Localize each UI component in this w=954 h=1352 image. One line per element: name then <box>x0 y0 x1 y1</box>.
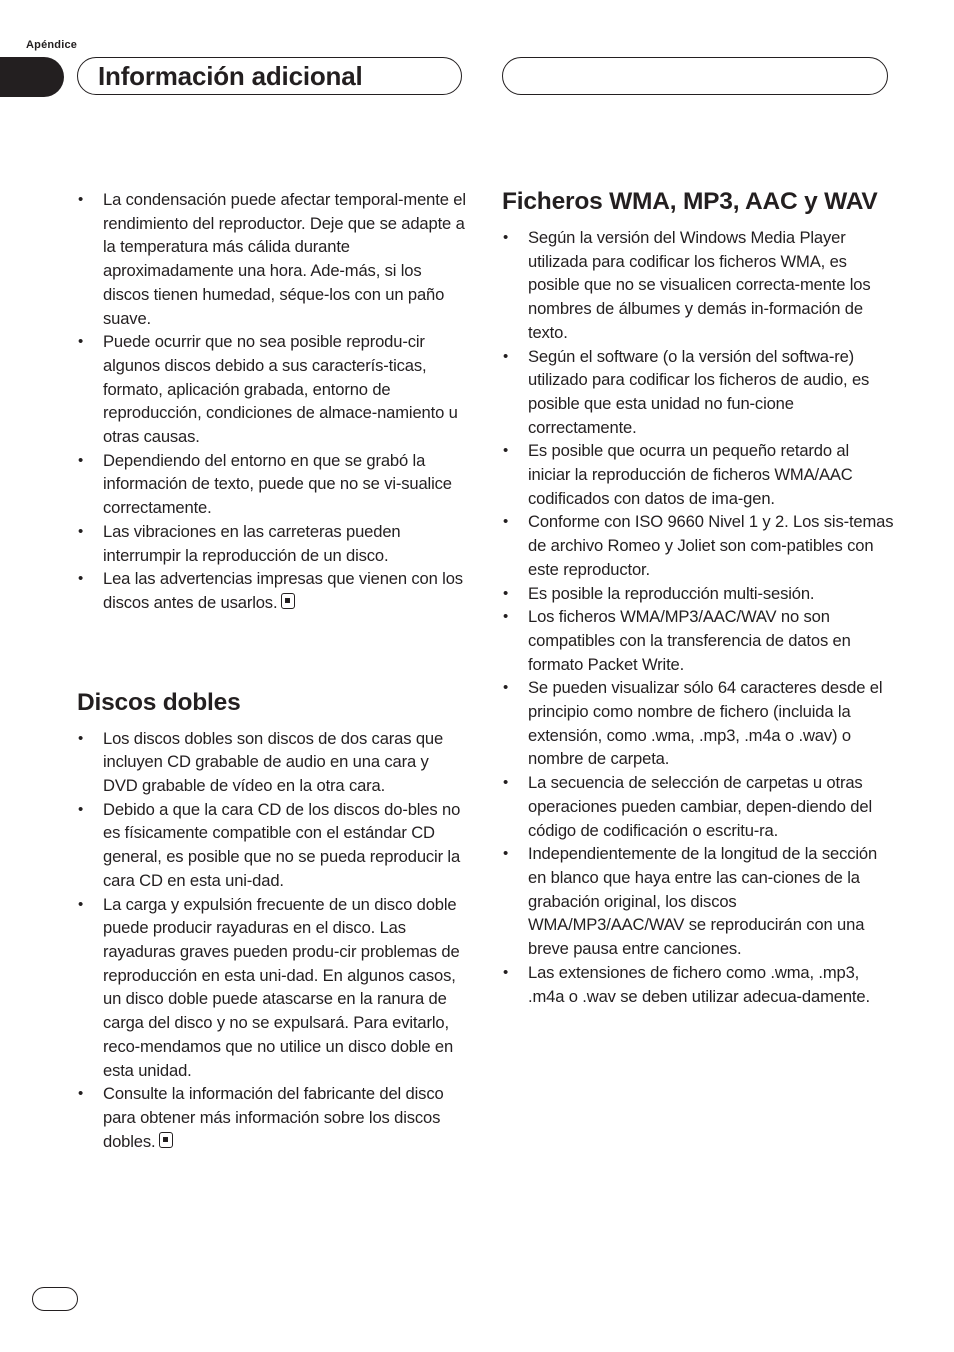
list-item: • Las extensiones de fichero como .wma, .mp3, .m4a o .wav se deben utilizar adecua-damente. <box>503 962 870 1006</box>
list-item: • Debido a que la cara CD de los discos do-bles no es físicamente compatible con el estándar CD general, es posible que no se pueda reproducir la cara CD en esta uni-dad. <box>78 799 461 890</box>
bullet-icon: • <box>503 679 509 697</box>
bullet-icon: • <box>78 191 84 208</box>
intro-list <box>77 188 467 615</box>
chapter-title: Información adicional <box>98 60 363 91</box>
bullet-icon: • <box>503 513 509 531</box>
bullet-icon: • <box>503 774 509 792</box>
discos-dobles-list <box>77 727 467 1154</box>
bullet-icon: • <box>78 1085 84 1103</box>
list-item: • Las vibraciones en las carreteras pueden interrumpir la reproducción de un disco. <box>78 521 401 565</box>
list-item: • Dependiendo del entorno en que se grabó la información de texto, puede que no se vi-sualice correctamente. <box>78 450 452 518</box>
list-item: • Consulte la información del fabricante del disco para obtener más información sobre los discos dobles. <box>78 1084 444 1151</box>
list-item: • La carga y expulsión frecuente de un disco doble puede producir rayaduras en el disco. Las rayaduras graves pueden produ-cir problemas de reproducción en esta uni-dad. En algunos casos, un disco doble puede atascarse en la ranura de carga del disco y no se expulsará. Para evitarlo, reco-mendamos que no utilice un disco doble en esta unidad. <box>78 894 460 1080</box>
bullet-icon: • <box>503 229 509 246</box>
list-item: • Independientemente de la longitud de la sección en blanco que haya entre las can-ciones de la grabación original, los discos WMA/MP3/AAC/WAV se reproducirán con una breve pausa entre canciones. <box>503 844 878 959</box>
list-item: • Se pueden visualizar sólo 64 caracteres desde el principio como nombre de fichero (incluida la extensión, como .wma, .mp3, .m4a o .wav) o nombre de carpeta. <box>503 678 883 769</box>
list-item: • Conforme con ISO 9660 Nivel 1 y 2. Los sis-temas de archivo Romeo y Joliet son com-patibles con este reproductor. <box>503 512 894 579</box>
discos-dobles-heading: Discos dobles <box>77 688 241 716</box>
bullet-icon: • <box>78 333 84 351</box>
list-item: • Los ficheros WMA/MP3/AAC/WAV no son compatibles con la transferencia de datos en formato Packet Write. <box>503 607 851 674</box>
list-item: • Lea las advertencias impresas que vienen con los discos antes de usarlos. <box>78 569 463 612</box>
bullet-icon: • <box>503 442 509 460</box>
bullet-icon: • <box>503 963 509 981</box>
bullet-icon: • <box>503 845 509 863</box>
list-item: • Es posible la reproducción multi-sesión. <box>502 582 894 606</box>
bullet-icon: • <box>78 729 84 747</box>
list-item: • Es posible que ocurra un pequeño retardo al iniciar la reproducción de ficheros WMA/AAC codificados con datos de ima-gen. <box>503 441 853 508</box>
list-item: • Según la versión del Windows Media Player utilizada para codificar los ficheros WMA, es posible que no se visualicen correcta-mente los nombres de álbumes y demás in-formación de texto. <box>503 228 871 342</box>
ficheros-list <box>502 226 894 1008</box>
bullet-icon: • <box>78 451 84 469</box>
list-item: • La condensación puede afectar temporal-mente el rendimiento del reproductor. Deje que se adapte a la temperatura más cálida durante aproximadamente una hora. Ade-más, si los discos tienen humedad, séque-los con un paño suave. <box>78 190 466 328</box>
end-of-section-icon <box>281 593 295 609</box>
list-item: • La secuencia de selección de carpetas u otras operaciones pueden cambiar, depen-diendo del código de codificación o escritu-ra. <box>503 773 872 840</box>
section-label: Apéndice <box>26 39 78 51</box>
bullet-icon: • <box>78 570 84 588</box>
left-column <box>77 188 467 1153</box>
chapter-tab <box>0 57 64 97</box>
bullet-icon: • <box>78 522 84 540</box>
end-of-section-icon <box>159 1132 173 1148</box>
list-item: • Puede ocurrir que no sea posible reprodu-cir algunos discos debido a sus caracterís-ticas, formato, aplicación grabada, entorno de reproducción, condiciones de almace-namiento u otras causas. <box>78 332 458 447</box>
right-column <box>502 186 894 1008</box>
chapter-title-pill <box>77 57 462 95</box>
bullet-icon: • <box>78 800 84 818</box>
ficheros-heading: Ficheros WMA, MP3, AAC y WAV <box>502 188 878 215</box>
bullet-icon: • <box>503 584 509 602</box>
page-number-pill <box>32 1287 78 1311</box>
bullet-icon: • <box>78 895 84 913</box>
bullet-icon: • <box>503 347 509 365</box>
list-item: • Según el software (o la versión del softwa-re) utilizado para codificar los ficheros de audio, es posible que esta unidad no fun-cione correctamente. <box>503 346 870 437</box>
header-empty-pill <box>502 57 888 95</box>
bullet-icon: • <box>503 608 509 626</box>
list-item: • Los discos dobles son discos de dos caras que incluyen CD grabable de audio en una cara y DVD grabable de vídeo en la otra cara. <box>78 728 444 796</box>
